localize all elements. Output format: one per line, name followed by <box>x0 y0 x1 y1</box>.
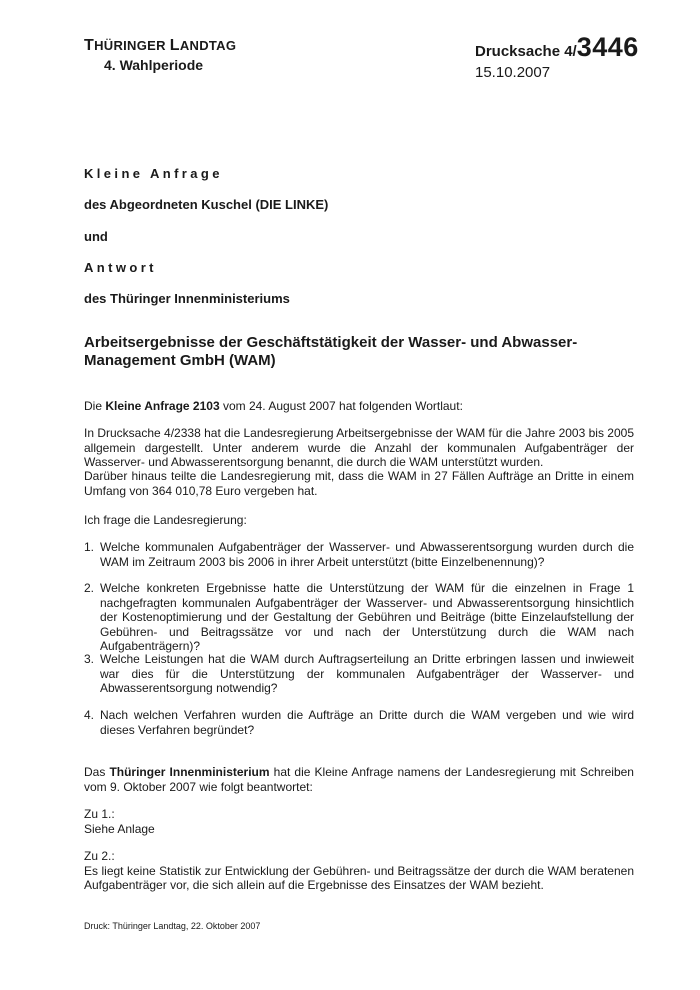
answer-intro-bold: Thüringer Innenministerium <box>109 765 270 779</box>
question-number: 2. <box>84 581 95 595</box>
header-landtag <box>84 38 384 73</box>
print-footer: Druck: Thüringer Landtag, 22. Oktober 2007 <box>84 921 261 931</box>
drucksache-number: 3446 <box>576 32 639 62</box>
answer-intro-pre: Das <box>84 765 110 779</box>
question-text: Welche Leistungen hat die WAM durch Auftragserteilung an Dritte erbringen lassen und inwieweit war dies für die Unterstützung der kommunalen Aufgabenträger der Wasserver- und Abwasserentsorgung notwendig? <box>100 652 634 695</box>
question-text: Welche kommunalen Aufgabenträger der Wasserver- und Abwasserentsorgung wurden durch die WAM im Zeitraum 2003 bis 2006 in ihrer Arbeit unterstützt (bitte Einzelbenennung)? <box>100 540 634 569</box>
question-item <box>84 540 634 569</box>
paragraph-2: Darüber hinaus teilte die Landesregierung mit, dass die WAM in 27 Fällen Aufträge an Dritte in einem Umfang von 364 010,78 Euro vergeben hat. <box>84 469 634 498</box>
landtag-initial-t: T <box>84 37 95 54</box>
wortlaut-pre: Die <box>84 399 106 413</box>
answer-2 <box>84 849 634 893</box>
ministerium-line: des Thüringer Innenministeriums <box>84 291 290 306</box>
wahlperiode: 4. Wahlperiode <box>104 57 204 73</box>
question-text: Welche konkreten Ergebnisse hatte die Unterstützung der WAM für die einzelnen in Frage 1 nachgefragten kommunalen Aufgabenträger der Wasserver- und Abwasserentsorgung hinsichtlich der Kostenoptimierung und der Gestaltung der Gebühren und Beiträge (bitte Einzelaufstellung der Gebühren- und Beitragssätze vor und nach der Unterstützung durch die WAM nach Aufgabenträgern)? <box>100 581 634 653</box>
landtag-word-2: ANDTAG <box>179 38 237 53</box>
question-number: 4. <box>84 708 95 722</box>
answer-1 <box>84 807 634 836</box>
answer-label: Zu 1.: <box>84 807 115 821</box>
frage-intro: Ich frage die Landesregierung: <box>84 513 247 527</box>
und-line: und <box>84 229 108 244</box>
question-item <box>84 708 634 737</box>
answer-intro <box>84 765 634 794</box>
header-drucksache <box>475 32 675 81</box>
question-item <box>84 652 634 696</box>
wortlaut-post: vom 24. August 2007 hat folgenden Wortlaut: <box>219 399 463 413</box>
question-text: Nach welchen Verfahren wurden die Aufträge an Dritte durch die WAM vergeben und wie wird dieses Verfahren begründet? <box>100 708 634 737</box>
document-title: Arbeitsergebnisse der Geschäftstätigkeit der Wasser- und Abwasser-Management GmbH (WAM) <box>84 334 578 369</box>
landtag-initial-l: L <box>169 37 180 54</box>
paragraph-1: In Drucksache 4/2338 hat die Landesregierung Arbeitsergebnisse der WAM für die Jahre 2003 bis 2005 allgemein dargestellt. Unter anderem wurde die Anzahl der kommunalen Aufgabenträger der Wasserver- und Abwasserentsorgung benannt, die durch die WAM unterstützt wurden. <box>84 426 634 469</box>
answer-text: Siehe Anlage <box>84 821 155 836</box>
antwort-heading: Antwort <box>84 260 157 275</box>
question-number: 1. <box>84 540 95 554</box>
wortlaut-line <box>84 399 644 414</box>
question-item <box>84 581 634 654</box>
drucksache-label: Drucksache 4/ <box>475 43 577 60</box>
answer-label: Zu 2.: <box>84 849 115 863</box>
answer-text: Es liegt keine Statistik zur Entwicklung der Gebühren- und Beitragssätze der durch die WAM beratenen Aufgabenträger vor, die sich allein auf die Ergebnisse des Einsatzes der WAM bezieht. <box>84 863 634 892</box>
question-number: 3. <box>84 652 95 666</box>
drucksache-date: 15.10.2007 <box>475 64 551 81</box>
kleine-anfrage-heading: Kleine Anfrage <box>84 166 223 181</box>
abgeordneter-line: des Abgeordneten Kuschel (DIE LINKE) <box>84 197 329 212</box>
landtag-word-1: HÜRINGER <box>94 38 170 53</box>
landtag-name <box>84 38 384 54</box>
answer-intro-post: hat die Kleine Anfrage namens der Landesregierung mit Schreiben vom 9. Oktober 2007 wie folgt beantwortet: <box>84 765 634 794</box>
wortlaut-bold: Kleine Anfrage 2103 <box>105 399 220 413</box>
